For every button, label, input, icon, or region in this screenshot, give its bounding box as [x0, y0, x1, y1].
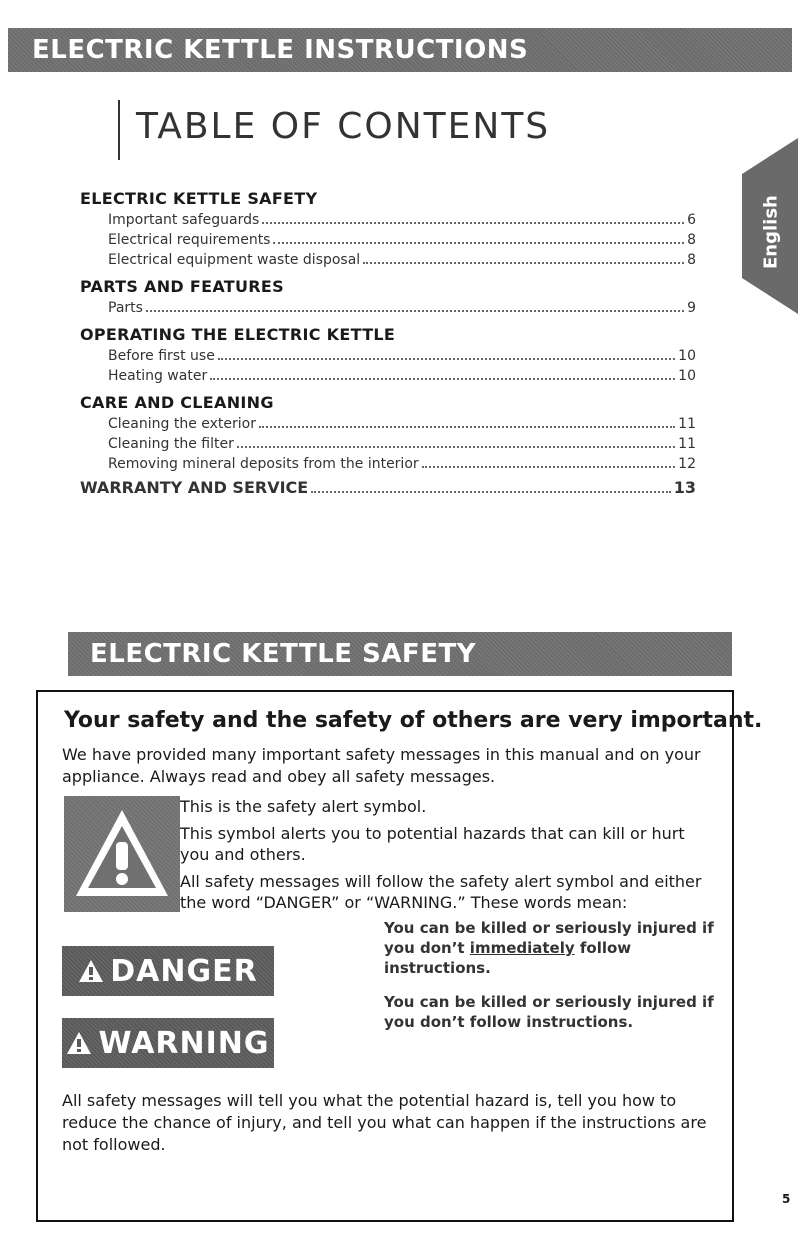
toc-entry: Electrical requirements 8 — [108, 232, 696, 248]
table-of-contents — [80, 182, 696, 498]
toc-title: TABLE OF CONTENTS — [136, 106, 551, 147]
language-tab-label: English — [760, 195, 782, 269]
toc-entry: Parts 9 — [108, 300, 696, 316]
alert-line: All safety messages will follow the safety alert symbol and either the word “DANGER” or “WARNING.” These words mean: — [180, 872, 702, 912]
safety-intro: We have provided many important safety messages in this manual and on your appliance. Always read and obey all safety messages. — [62, 745, 701, 786]
warning-triangle-icon — [66, 1031, 92, 1055]
warning-word: WARNING — [98, 1025, 270, 1061]
toc-section-title: CARE AND CLEANING — [80, 393, 274, 412]
alert-line: This is the safety alert symbol. — [180, 797, 427, 816]
toc-entry: Cleaning the filter 11 — [108, 436, 696, 452]
warning-triangle-icon — [78, 959, 104, 983]
alert-line: This symbol alerts you to potential hazards that can kill or hurt you and others. — [180, 824, 685, 864]
toc-entry: Removing mineral deposits from the interior 12 — [108, 456, 696, 472]
toc-section-title: ELECTRIC KETTLE SAFETY — [80, 189, 318, 208]
toc-entry: Heating water 10 — [108, 368, 696, 384]
alert-text — [180, 796, 715, 919]
safety-banner-title: ELECTRIC KETTLE SAFETY — [90, 639, 477, 669]
toc-entry-warranty: WARRANTY AND SERVICE 13 — [80, 478, 696, 497]
safety-outro: All safety messages will tell you what the potential hazard is, tell you how to reduce the chance of injury, and tell you what can happen if the instructions are not followed. — [62, 1091, 707, 1154]
language-tab[interactable] — [742, 138, 798, 314]
header-title: ELECTRIC KETTLE INSTRUCTIONS — [32, 35, 529, 65]
warning-label — [62, 1018, 274, 1068]
toc-entry: Important safeguards 6 — [108, 212, 696, 228]
danger-label — [62, 946, 274, 996]
safety-banner — [68, 632, 732, 676]
toc-section-title: OPERATING THE ELECTRIC KETTLE — [80, 325, 396, 344]
warning-message: You can be killed or seriously injured if you don’t follow instructions. — [384, 993, 714, 1031]
safety-box — [36, 690, 763, 1222]
title-divider — [118, 100, 120, 160]
toc-section-title: PARTS AND FEATURES — [80, 277, 284, 296]
toc-entry: Before first use 10 — [108, 348, 696, 364]
page-number: 5 — [782, 1192, 791, 1206]
toc-entry: Cleaning the exterior 11 — [108, 416, 696, 432]
safety-alert-icon — [64, 796, 180, 912]
header-banner — [8, 28, 792, 72]
danger-message: You can be killed or seriously injured if you don’t immediately follow instructions. — [384, 919, 714, 977]
danger-word: DANGER — [110, 953, 258, 989]
safety-heading: Your safety and the safety of others are very important. — [64, 708, 763, 733]
toc-entry: Electrical equipment waste disposal 8 — [108, 252, 696, 268]
